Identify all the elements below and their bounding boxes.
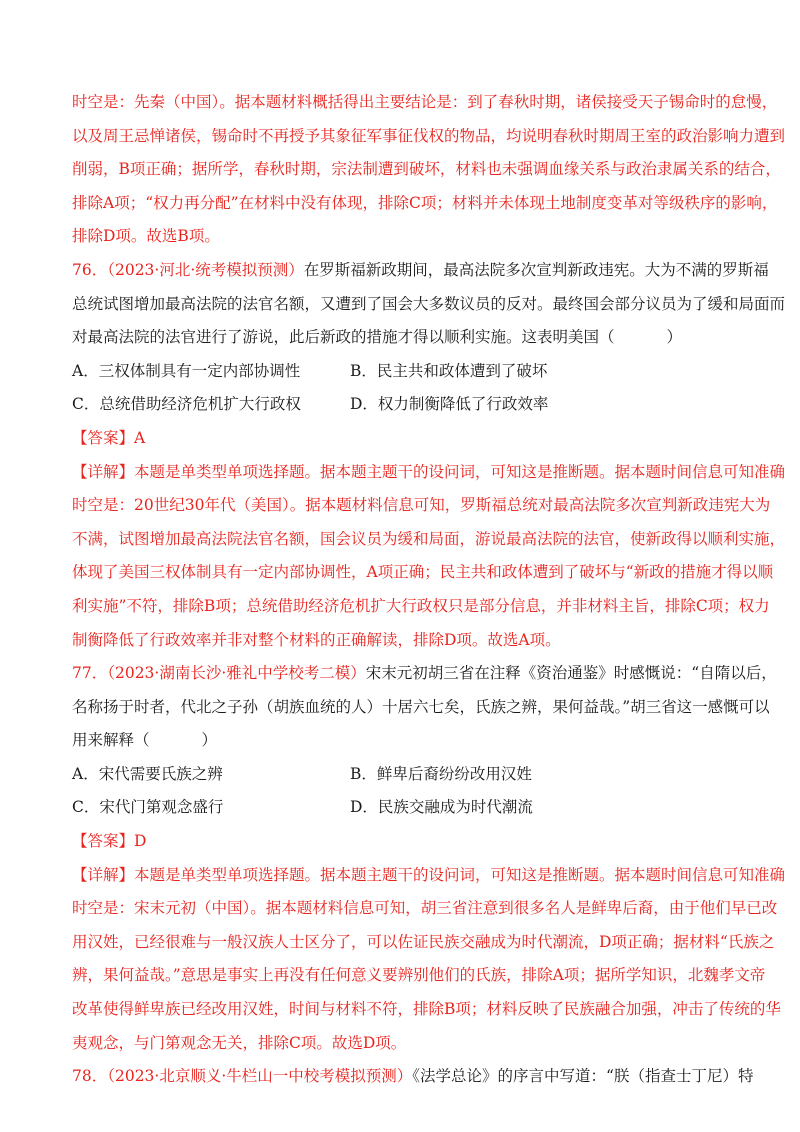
question-78-source: 78．（2023·北京顺义·牛栏山一中校考模拟预测） [72, 1067, 413, 1086]
option-c: C．总统借助经济危机扩大行政权 [72, 395, 301, 414]
question-77-stem-line: 名称扬于时者，代北之子孙（胡族血统的人）十居六七矣，氏族之辨，果何益哉。”胡三省这一感慨可以 [72, 697, 770, 716]
question-76-stem-line: 总统试图增加最高法院的法官名额，又遭到了国会大多数议员的反对。最终国会部分议员为了缓和局面而 [72, 294, 786, 313]
prev-analysis-line: 排除D项。故选B项。 [72, 227, 220, 246]
prev-analysis-line: 时空是：先秦（中国）。据本题材料概括得出主要结论是：到了春秋时期，诸侯接受天子锡命时的怠慢， [72, 93, 778, 111]
question-77-options-row-1 [72, 764, 728, 784]
question-76-stem-line-3 [72, 327, 728, 347]
option-d: D．民族交融成为时代潮流 [350, 798, 533, 817]
question-77-analysis-line: 时空是：宋末元初（中国）。据本题材料信息可知，胡三省注意到很多名人是鲜卑后裔，由于他们早已改 [72, 899, 778, 918]
prev-analysis-line: 削弱，B项正确；据所学，春秋时期，宗法制遭到破坏，材料也未强调血缘关系与政治隶属关系的结合， [72, 160, 781, 179]
question-76-analysis-line: 时空是：20世纪30年代（美国）。据本题材料信息可知，罗斯福总统对最高法院多次宣判新政违宪大为 [72, 496, 771, 515]
question-77-answer: 【答案】D [72, 832, 147, 851]
question-76-answer: 【答案】A [72, 428, 146, 447]
question-77-stem: 宋末元初胡三省在注释《资治通鉴》时感慨说：“自隋以后， [365, 664, 777, 683]
question-76-stem-close: ） [666, 328, 683, 347]
question-76-options-row-1 [72, 361, 728, 381]
question-77-options-row-2 [72, 797, 728, 817]
question-78-stem-line-1 [72, 1066, 754, 1086]
question-76-analysis-line: 利实施”不符，排除B项；总统借助经济危机扩大行政权只是部分信息，并非材料主旨，排除C项；权力 [72, 596, 770, 615]
question-76-analysis-line: 不满，试图增加最高法院法官名额，国会议员为缓和局面，游说最高法院的法官，使新政得以顺利实施， [72, 529, 786, 548]
question-76-stem-text: 对最高法院的法官进行了游说，此后新政的措施才得以顺利实施。这表明美国（ [72, 328, 615, 347]
question-77-stem-line-3 [72, 730, 728, 750]
option-b: B．鲜卑后裔纷纷改用汉姓 [350, 764, 532, 783]
question-77-source: 77．（2023·湖南长沙·雅礼中学校考二模） [72, 664, 366, 683]
question-76-options-row-2 [72, 394, 728, 414]
option-a: A．三权体制具有一定内部协调性 [72, 361, 301, 380]
question-77-analysis-line: 辨，果何益哉。”意思是事实上再没有任何意义要辨别他们的氏族，排除A项；据所学知识，北魏孝文帝 [72, 966, 766, 985]
question-77-analysis-line: 【详解】本题是单类型单项选择题。据本题主题干的设问词，可知这是推断题。据本题时间信息可知准确 [72, 865, 786, 884]
question-77-stem-text: 用来解释（ [72, 731, 150, 750]
option-a: A．宋代需要氏族之辨 [72, 764, 223, 783]
question-76-analysis-line: 【详解】本题是单类型单项选择题。据本题主题干的设问词，可知这是推断题。据本题时间信息可知准确 [72, 462, 786, 481]
option-c: C．宋代门第观念盛行 [72, 798, 224, 817]
option-d: D．权力制衡降低了行政效率 [350, 395, 549, 414]
question-76-stem-line-1 [72, 260, 769, 280]
question-77-stem-line-1 [72, 663, 777, 683]
question-77-stem-close: ） [201, 731, 218, 750]
question-78-stem: 《法学总论》的序言中写道：“朕（指查士丁尼）特 [412, 1067, 754, 1086]
question-76-analysis-line: 体现了美国三权体制具有一定内部协调性，A项正确；民主共和政体遭到了破坏与“新政的措施才得以顺 [72, 563, 774, 582]
question-77-analysis-line: 改革使得鲜卑族已经改用汉姓，时间与材料不符，排除B项；材料反映了民族融合加强，冲击了传统的华 [72, 1000, 781, 1019]
document-page [72, 92, 786, 1100]
prev-analysis-line: 排除A项；“权力再分配”在材料中没有体现，排除C项；材料并未体现土地制度变革对等级秩序的影响， [72, 193, 778, 212]
question-76-source: 76．（2023·河北·统考模拟预测） [72, 260, 304, 279]
question-76-stem: 在罗斯福新政期间，最高法院多次宣判新政违宪。大为不满的罗斯福 [303, 260, 769, 279]
question-77-analysis-line: 用汉姓，已经很难与一般汉族人士区分了，可以佐证民族交融成为时代潮流，D项正确；据材料“氏族之 [72, 932, 775, 951]
prev-analysis-line: 以及周王忌惮诸侯，锡命时不再授予其象征军事征伐权的物品，均说明春秋时期周王室的政治影响力遭到 [72, 126, 786, 145]
question-77-analysis-line: 夷观念，与门第观念无关，排除C项。故选D项。 [72, 1033, 407, 1052]
option-b: B．民主共和政体遭到了破坏 [350, 361, 548, 380]
question-76-analysis-line: 制衡降低了行政效率并非对整个材料的正确解读，排除D项。故选A项。 [72, 630, 561, 649]
